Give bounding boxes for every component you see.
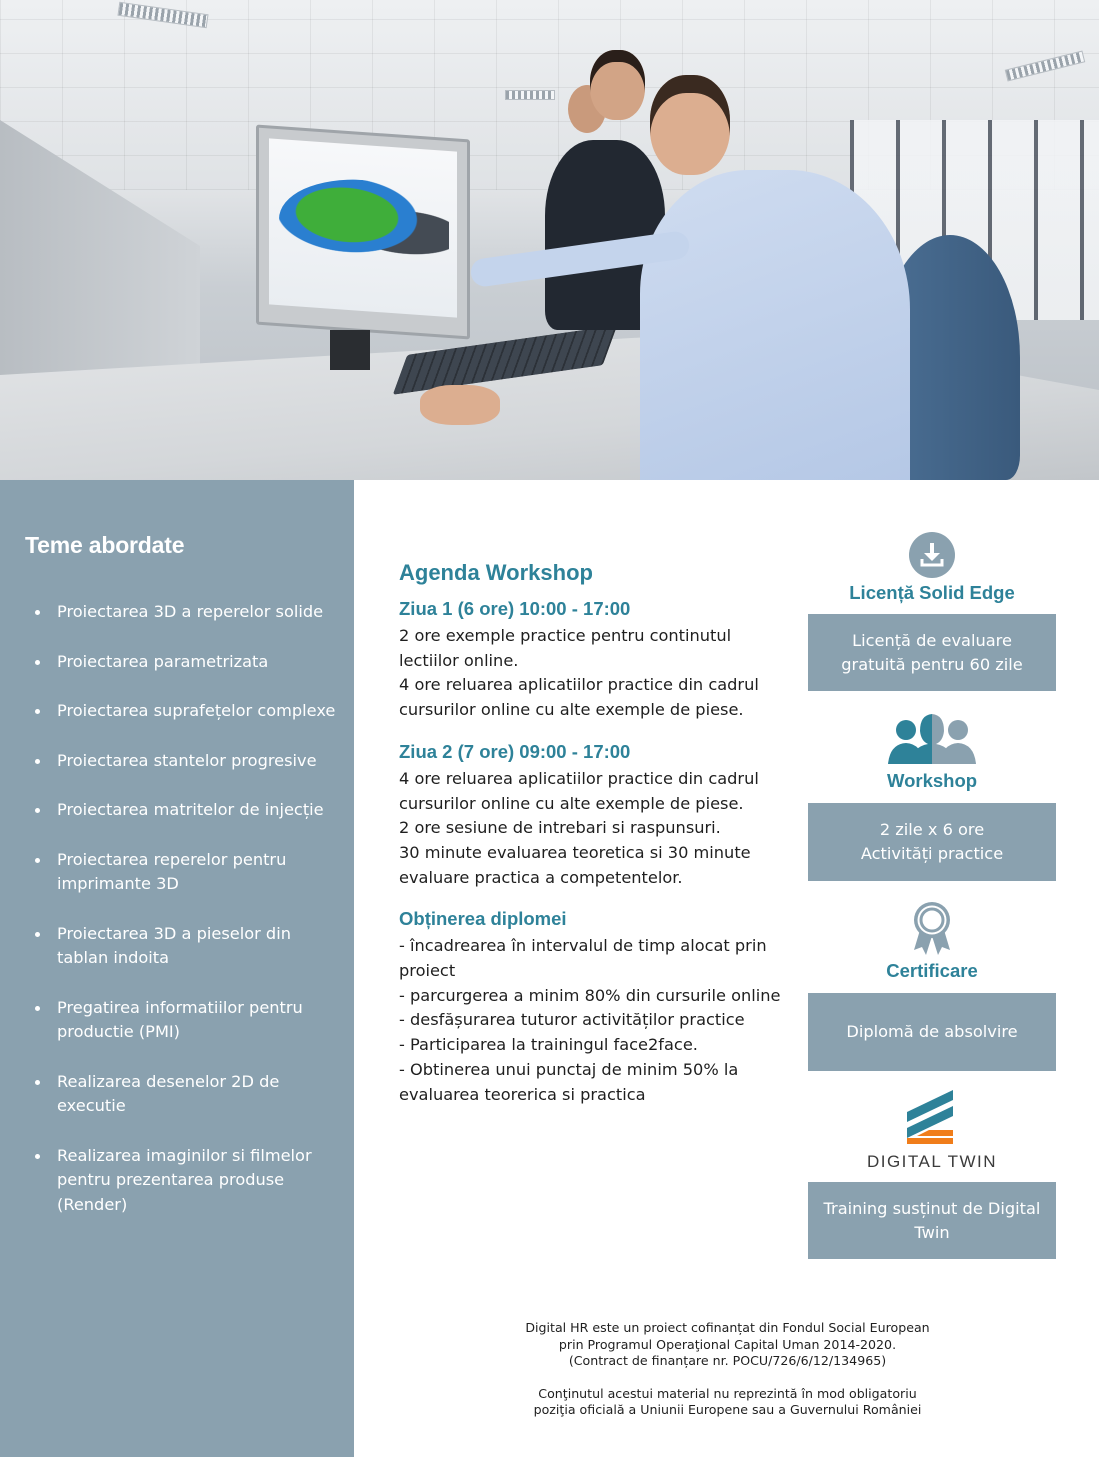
topic-item: Realizarea imaginilor si filmelor pentru prezentarea produse (Render): [32, 1144, 337, 1218]
topic-item: Proiectarea reperelor pentru imprimante 3D: [32, 848, 337, 897]
ceiling-light: [505, 90, 555, 100]
car-3d-model: [279, 174, 449, 276]
diploma-heading: Obținerea diplomei: [399, 908, 567, 930]
agenda-section: [399, 560, 789, 1125]
feature-workshop-duration: 2 zile x 6 ore: [879, 820, 985, 839]
feature-workshop-title: Workshop: [886, 770, 978, 791]
hand-on-desk: [420, 385, 500, 425]
day1-line: 2 ore exemple practice pentru continutul lectiilor online.: [399, 626, 732, 670]
feature-certification-title: Certificare: [886, 960, 978, 981]
person-seated-head: [650, 75, 730, 175]
funding-footnote: [400, 1320, 1055, 1419]
agenda-title: Agenda Workshop: [399, 560, 593, 585]
person-seated: [640, 170, 910, 480]
day2-line: 4 ore reluarea aplicatiilor practice din cadrul cursurilor online cu alte exemple de piese.: [399, 768, 759, 813]
feature-certification-box: Diplomă de absolvire: [808, 993, 1056, 1071]
feature-workshop-activity: Activități practice: [860, 844, 1004, 863]
person-standing-head: [590, 50, 645, 120]
diploma-requirement: - parcurgerea a minim 80% din cursurile online: [399, 985, 781, 1005]
topic-item: Proiectarea matritelor de injecție: [32, 798, 337, 823]
hero-photo: [0, 0, 1099, 480]
feature-license-title: Licență Solid Edge: [849, 582, 1015, 603]
topics-title: Teme abordate: [25, 532, 185, 558]
contract-number: (Contract de finanțare nr. POCU/726/6/12/134965): [568, 1353, 887, 1368]
disclaimer-line: Conţinutul acestui material nu reprezintă în mod obligatoriu: [538, 1385, 917, 1401]
topic-item: Proiectarea 3D a pieselor din tablan indoita: [32, 922, 337, 971]
digital-twin-logo: [907, 1090, 957, 1144]
disclaimer: [400, 1386, 1055, 1419]
diploma-requirement: - încadrearea în intervalul de timp alocat prin proiect: [399, 936, 767, 981]
disclaimer-line: poziţia oficială a Uniunii Europene sau a Guvernului României: [533, 1402, 922, 1417]
topic-item: Proiectarea stantelor progresive: [32, 749, 337, 774]
day2-heading: Ziua 2 (7 ore) 09:00 - 17:00: [399, 740, 631, 762]
feature-license-box: Licență de evaluare gratuită pentru 60 zile: [808, 614, 1056, 691]
feature-trainer-box: Training susținut de Digital Twin: [808, 1182, 1056, 1259]
diploma-requirement: - desfășurarea tuturor activităților practice: [399, 1010, 745, 1030]
funding-statement: [400, 1320, 1055, 1370]
download-icon: [909, 532, 955, 578]
topic-item: Proiectarea 3D a reperelor solide: [32, 600, 337, 625]
topic-item: Pregatirea informatiilor pentru productie (PMI): [32, 996, 337, 1045]
day1-block: [399, 598, 789, 723]
diploma-block: [399, 908, 789, 1107]
funding-line: Digital HR este un proiect cofinanțat din Fondul Social European: [525, 1320, 930, 1335]
topic-item: Proiectarea parametrizata: [32, 650, 337, 675]
users-icon: [884, 714, 980, 764]
topics-sidebar: [0, 480, 354, 1457]
monitor-stand: [330, 330, 370, 370]
cad-screen: [269, 138, 457, 317]
digital-twin-wordmark: DIGITAL TWIN: [866, 1152, 998, 1171]
day2-line: 30 minute evaluarea teoretica si 30 minute evaluare practica a competentelor.: [399, 842, 751, 887]
day2-line: 2 ore sesiune de intrebari si raspunsuri.: [399, 818, 721, 838]
day2-block: [399, 741, 789, 891]
topic-item: Proiectarea suprafețelor complexe: [32, 699, 337, 724]
funding-line: prin Programul Operaţional Capital Uman 2014-2020.: [558, 1336, 897, 1352]
feature-workshop-box: [808, 803, 1056, 881]
diploma-requirement: - Obtinerea unui punctaj de minim 50% la evaluarea teorerica si practica: [399, 1059, 739, 1104]
day1-line: 4 ore reluarea aplicatiilor practice din cadrul cursurilor online cu alte exemple de piese.: [399, 675, 759, 720]
topic-item: Realizarea desenelor 2D de executie: [32, 1070, 337, 1119]
day1-heading: Ziua 1 (6 ore) 10:00 - 17:00: [399, 598, 631, 619]
award-ribbon-icon: [910, 900, 954, 956]
topics-list: [32, 600, 337, 1242]
monitor: [256, 125, 470, 340]
diploma-requirement: - Participarea la trainingul face2face.: [399, 1035, 698, 1055]
